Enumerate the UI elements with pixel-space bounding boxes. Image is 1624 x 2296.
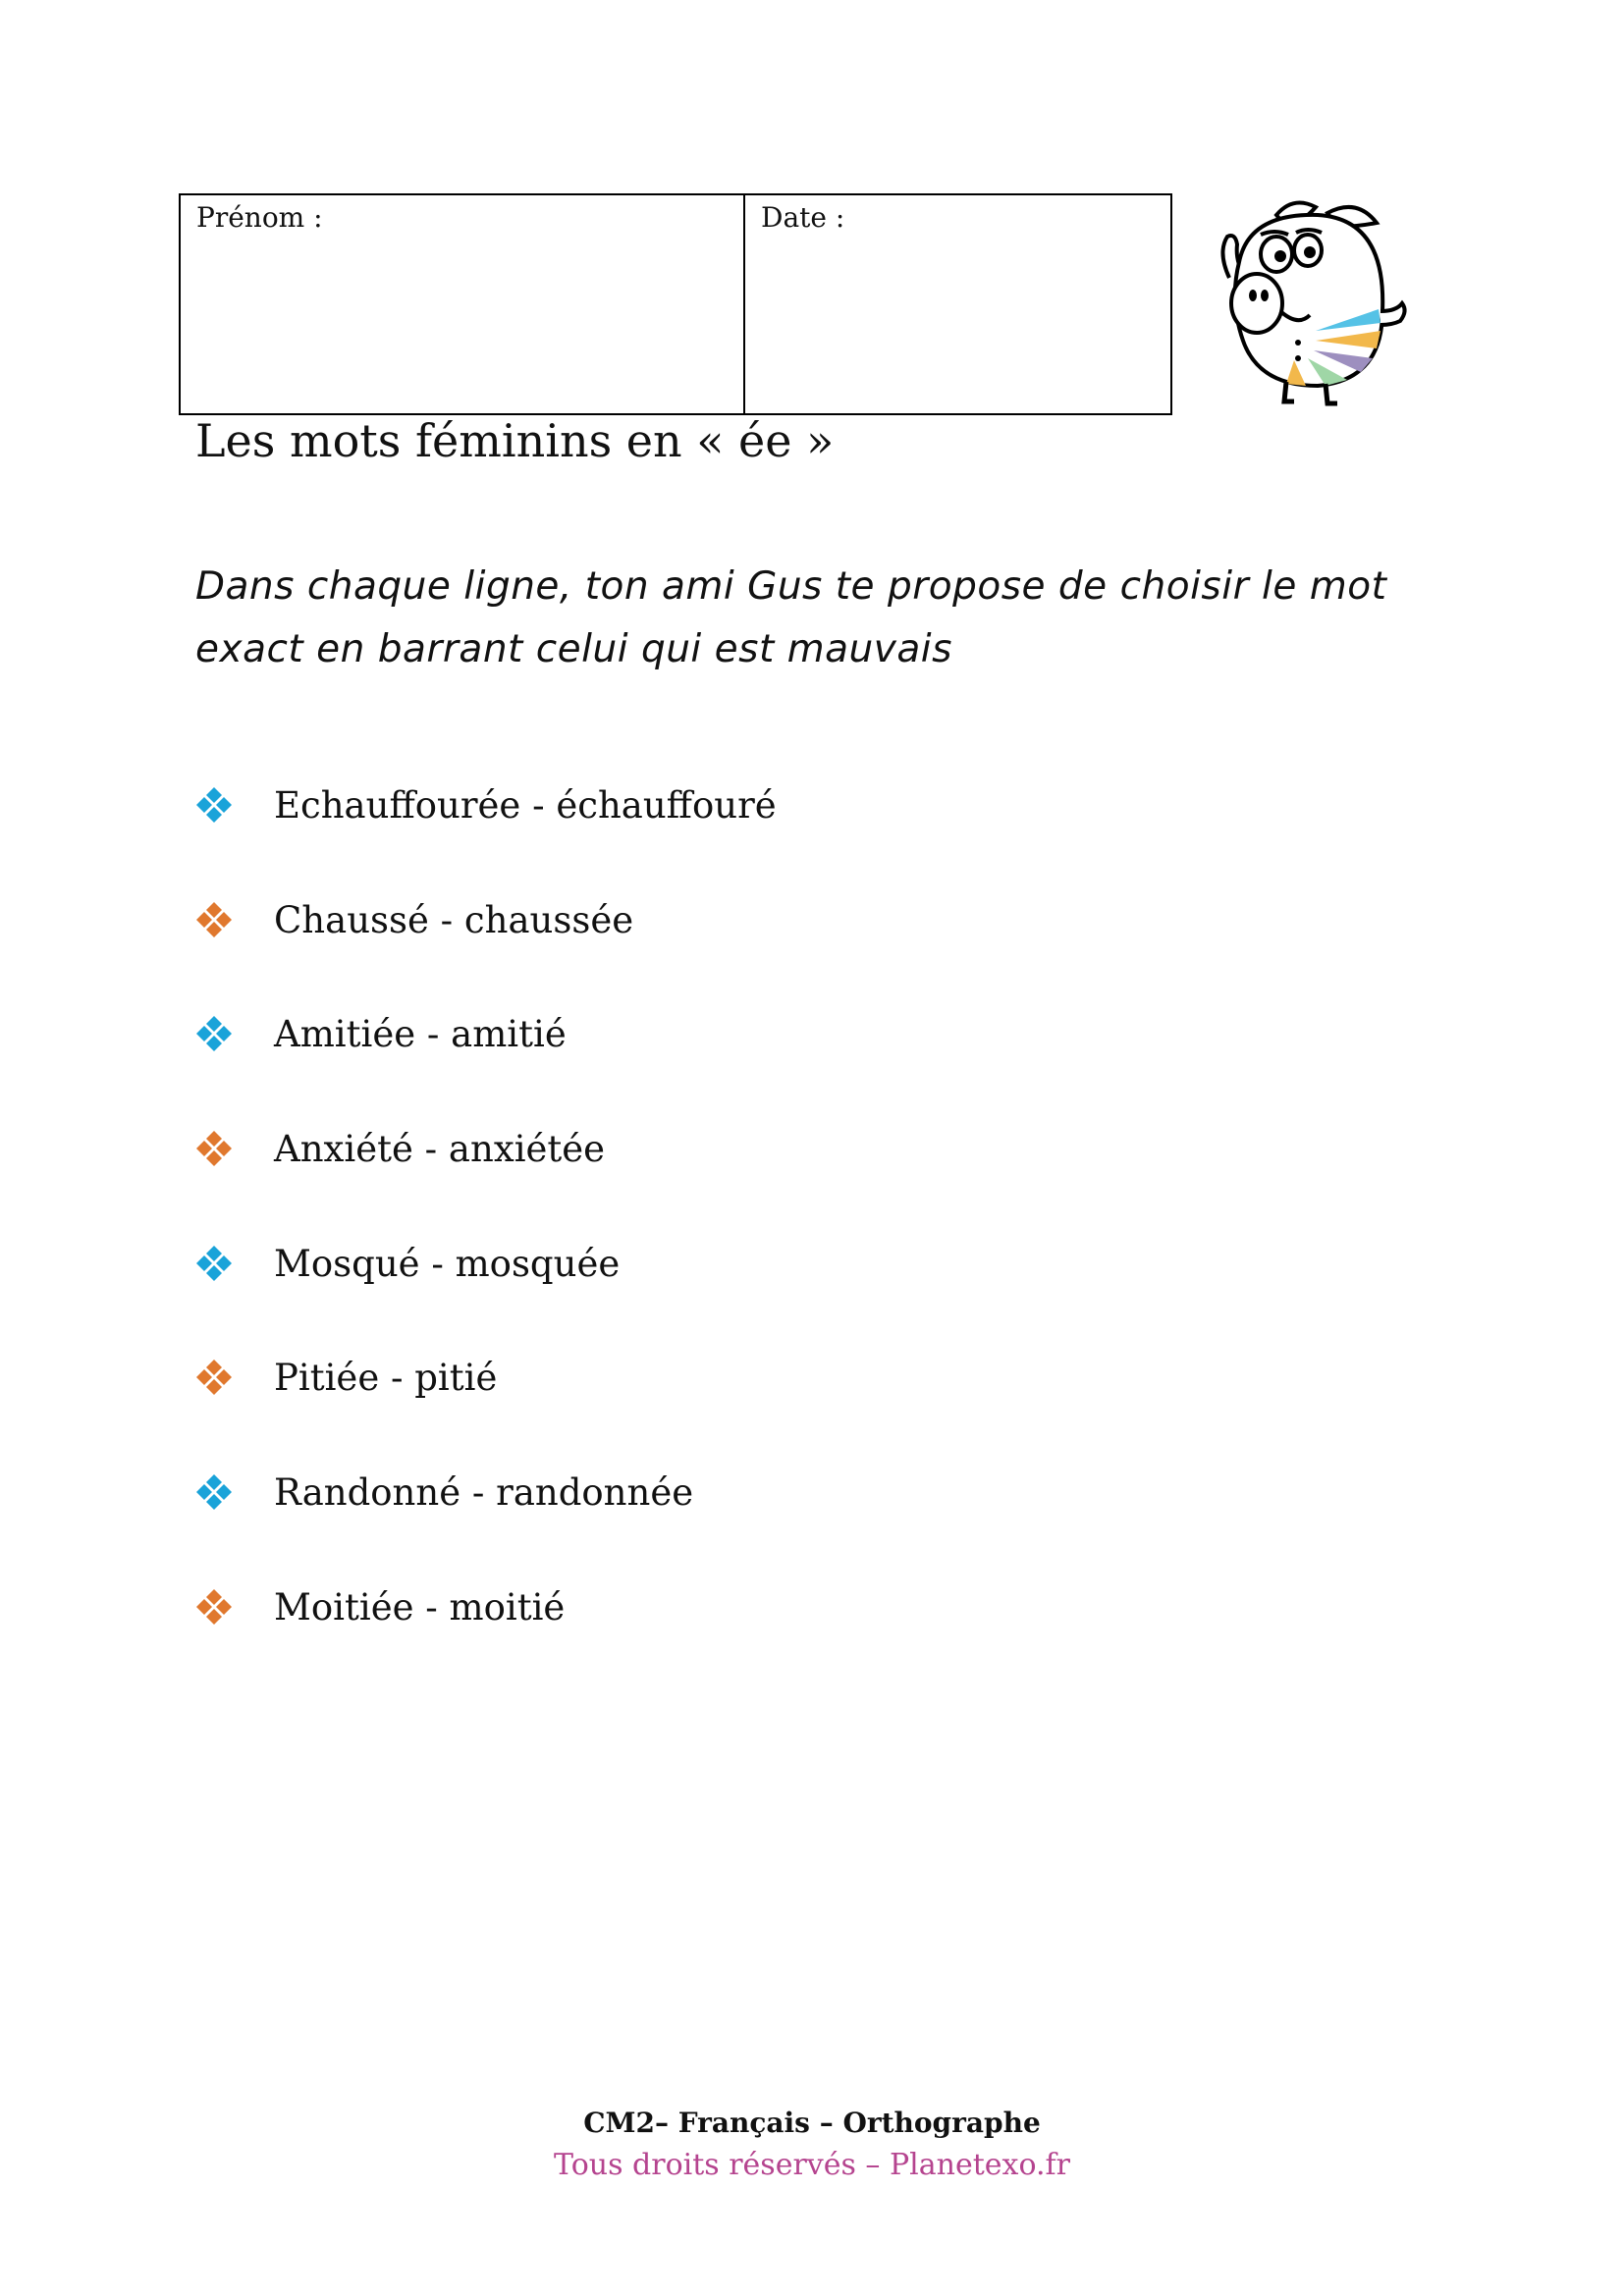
diamond-bullet-icon [195, 1588, 233, 1626]
list-item [195, 1577, 565, 1636]
word-pair[interactable]: Chaussé - chaussée [274, 898, 634, 941]
header-table [179, 193, 1172, 415]
footer-copyright: Tous droits réservés – Planetexo.fr [554, 2148, 1070, 2182]
page-title: Les mots féminins en « ée » [195, 414, 835, 467]
list-item [195, 1004, 567, 1063]
diamond-bullet-icon [195, 901, 233, 938]
list-item [195, 1463, 693, 1522]
list-item [195, 1234, 620, 1293]
diamond-bullet-icon [195, 1015, 233, 1052]
word-pair[interactable]: Randonné - randonnée [274, 1470, 694, 1514]
word-pair[interactable]: Mosqué - mosquée [274, 1242, 621, 1285]
list-item [195, 1348, 497, 1407]
word-pair[interactable]: Echauffourée - échauffouré [274, 783, 777, 827]
footer-subject: CM2– Français – Orthographe [583, 2107, 1041, 2139]
list-item [195, 890, 633, 949]
list-item [195, 775, 777, 834]
diamond-bullet-icon [195, 1130, 233, 1167]
diamond-bullet-icon [195, 786, 233, 824]
date-label: Date : [761, 201, 845, 234]
word-pair[interactable]: Anxiété - anxiétée [274, 1127, 606, 1170]
name-label: Prénom : [196, 201, 323, 234]
instruction-text: Dans chaque ligne, ton ami Gus te propose de choisir le mot exact en barrant celui qui est mauvais [195, 564, 1387, 671]
diamond-bullet-icon [195, 1245, 233, 1282]
diamond-bullet-icon [195, 1359, 233, 1396]
word-pair[interactable]: Amitiée - amitié [274, 1012, 567, 1055]
gus-mascot-illustration [1200, 193, 1418, 417]
word-pair[interactable]: Moitiée - moitié [274, 1585, 566, 1629]
name-field[interactable] [181, 195, 745, 413]
word-pair[interactable]: Pitiée - pitié [274, 1356, 498, 1399]
list-item [195, 1119, 605, 1178]
date-field[interactable] [745, 195, 1170, 413]
diamond-bullet-icon [195, 1473, 233, 1511]
